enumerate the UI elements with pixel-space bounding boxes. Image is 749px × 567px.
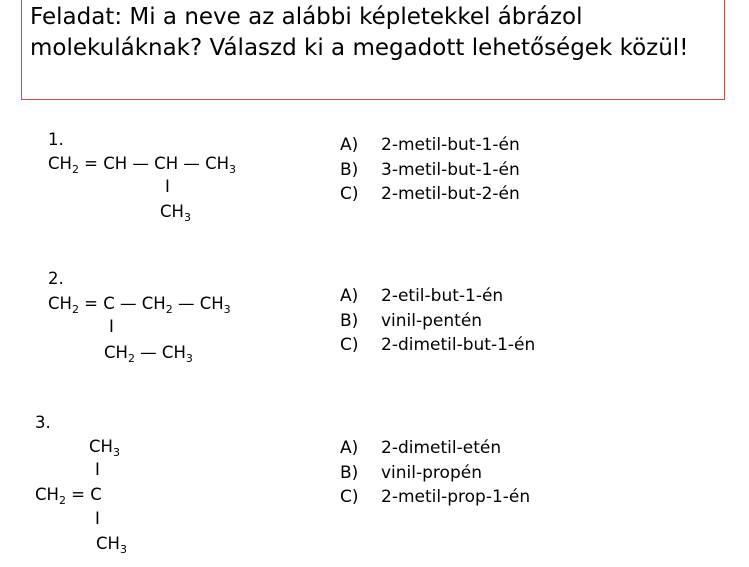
option-text: 2-etil-but-1-én [381,286,504,306]
option-letter: A) [340,135,359,155]
formula-bond: I [95,460,100,479]
task-instruction: Feladat: Mi a neve az alábbi képletekkel ábrázol molekuláknak? Válaszd ki a megadott lehetőségek közül! [30,4,689,61]
formula-bond: I [109,317,114,336]
formula-bond: I [95,509,100,528]
option-letter: C) [340,487,359,507]
option-letter: C) [340,184,359,204]
question-number: 1. [48,130,64,149]
formula-main-line: $CH_2 = C$ — $CH_2$ — $CH_3$ [48,294,231,316]
option-text: 2-metil-prop-1-én [381,487,531,507]
option-text: 2-dimetil-etén [381,438,502,458]
option-text: vinil-pentén [381,310,483,331]
formula-bond: I [165,177,170,196]
option-letter: B) [340,159,359,180]
question-number: 2. [48,269,64,288]
option-text: 2-metil-but-2-én [381,184,520,204]
formula-branch: $CH_3$ [160,202,191,224]
formula-main-line: $CH_2 = C$ [35,485,102,507]
option-letter: C) [340,335,359,355]
option-letter: A) [340,286,359,306]
formula-main-line: $CH_2$ = CH — CH — $CH_3$ [48,154,237,176]
option-text: 3-metil-but-1-én [381,159,520,180]
option-letter: B) [340,462,359,483]
option-text: vinil-propén [381,462,482,483]
option-letter: B) [340,310,359,331]
question-number: 3. [35,413,51,432]
formula-branch: $CH_2$ — $CH_3$ [104,343,193,365]
option-text: 2-metil-but-1-én [381,135,520,155]
formula-bottom-group: $CH_3$ [96,534,127,556]
option-text: 2-dimetil-but-1-én [381,335,536,355]
formula-top-group: $CH_3$ [89,437,120,459]
option-letter: A) [340,438,359,458]
task-box [21,0,725,100]
